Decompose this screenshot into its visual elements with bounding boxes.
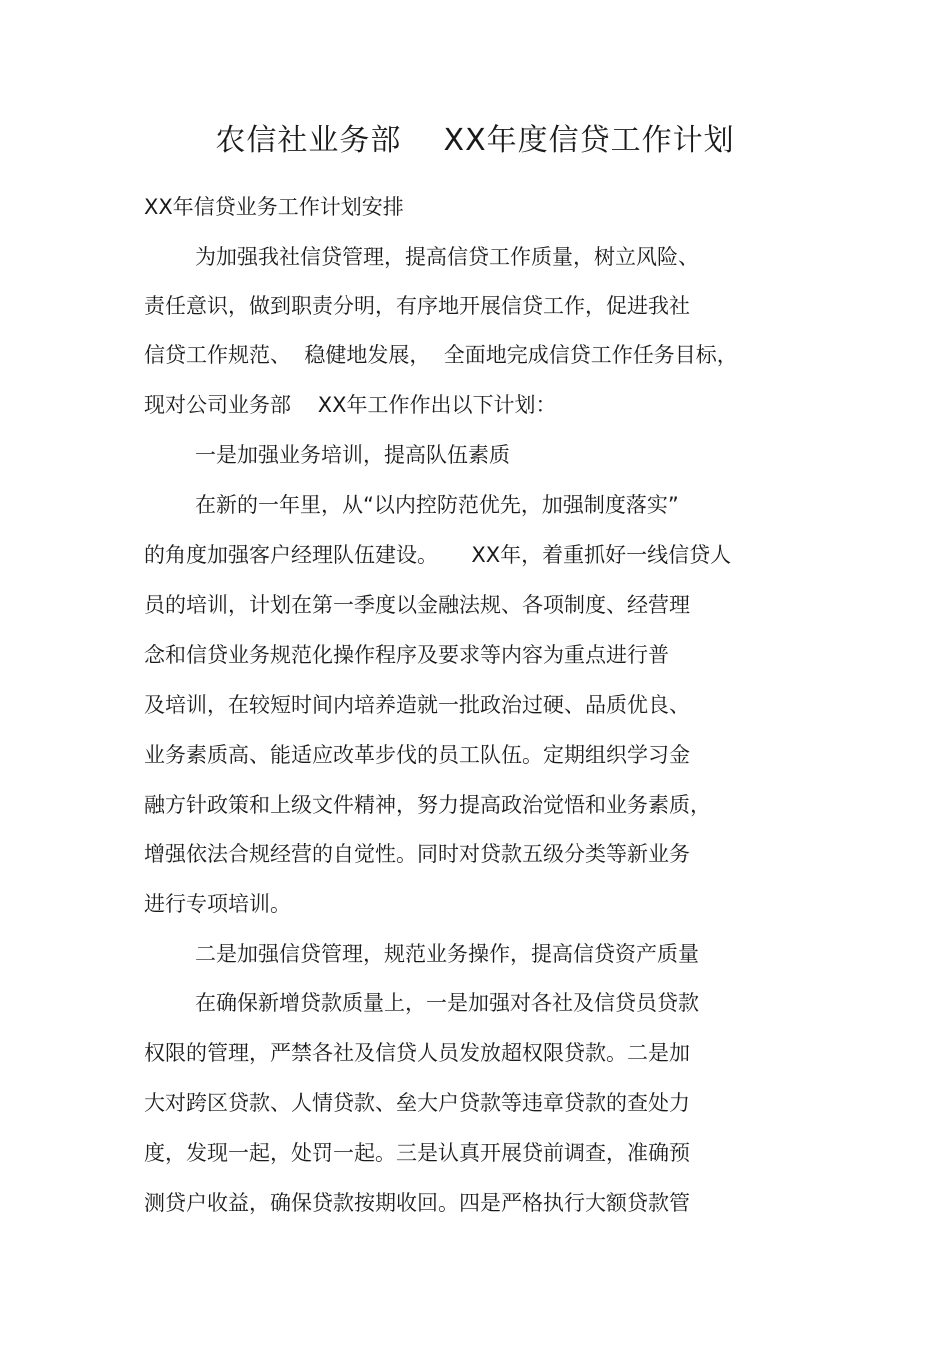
- paragraph-line: 融方针政策和上级文件精神，努力提高政治觉悟和业务素质，: [144, 793, 711, 817]
- paragraph-line: 业务素质高、能适应改革步伐的员工队伍。定期组织学习金: [144, 743, 690, 767]
- paragraph-line: 增强依法合规经营的自觉性。同时对贷款五级分类等新业务: [144, 842, 690, 866]
- paragraph-line: 测贷户收益，确保贷款按期收回。四是严格执行大额贷款管: [144, 1191, 690, 1215]
- section-heading: 一是加强业务培训，提高队伍素质: [195, 443, 510, 467]
- document-title: 农信社业务部 XX年度信贷工作计划: [215, 123, 735, 158]
- paragraph-line: 责任意识，做到职责分明，有序地开展信贷工作，促进我社: [144, 294, 690, 318]
- paragraph-line: 的角度加强客户经理队伍建设。 XX年，着重抓好一线信贷人: [144, 543, 732, 567]
- paragraph-line: 在确保新增贷款质量上，一是加强对各社及信贷员贷款: [195, 991, 699, 1015]
- paragraph-line: 进行专项培训。: [144, 892, 291, 916]
- paragraph-line: 在新的一年里，从“以内控防范优先，加强制度落实”: [195, 493, 679, 517]
- section-heading: 二是加强信贷管理，规范业务操作，提高信贷资产质量: [195, 942, 699, 966]
- paragraph-line: 员的培训，计划在第一季度以金融法规、各项制度、经营理: [144, 593, 690, 617]
- paragraph-line: 大对跨区贷款、人情贷款、垒大户贷款等违章贷款的查处力: [144, 1091, 690, 1115]
- paragraph-line: 度，发现一起，处罚一起。三是认真开展贷前调查，准确预: [144, 1141, 690, 1165]
- paragraph-line: 及培训，在较短时间内培养造就一批政治过硬、品质优良、: [144, 693, 690, 717]
- paragraph-line: 念和信贷业务规范化操作程序及要求等内容为重点进行普: [144, 643, 669, 667]
- paragraph-line: 为加强我社信贷管理，提高信贷工作质量，树立风险、: [195, 245, 699, 269]
- paragraph-line: 权限的管理，严禁各社及信贷人员发放超权限贷款。二是加: [144, 1041, 690, 1065]
- document-subtitle: XX年信贷业务工作计划安排: [144, 195, 404, 219]
- paragraph-line: 现对公司业务部 XX年工作作出以下计划：: [144, 393, 557, 417]
- paragraph-line: 信贷工作规范、 稳健地发展， 全面地完成信贷工作任务目标，: [144, 343, 738, 367]
